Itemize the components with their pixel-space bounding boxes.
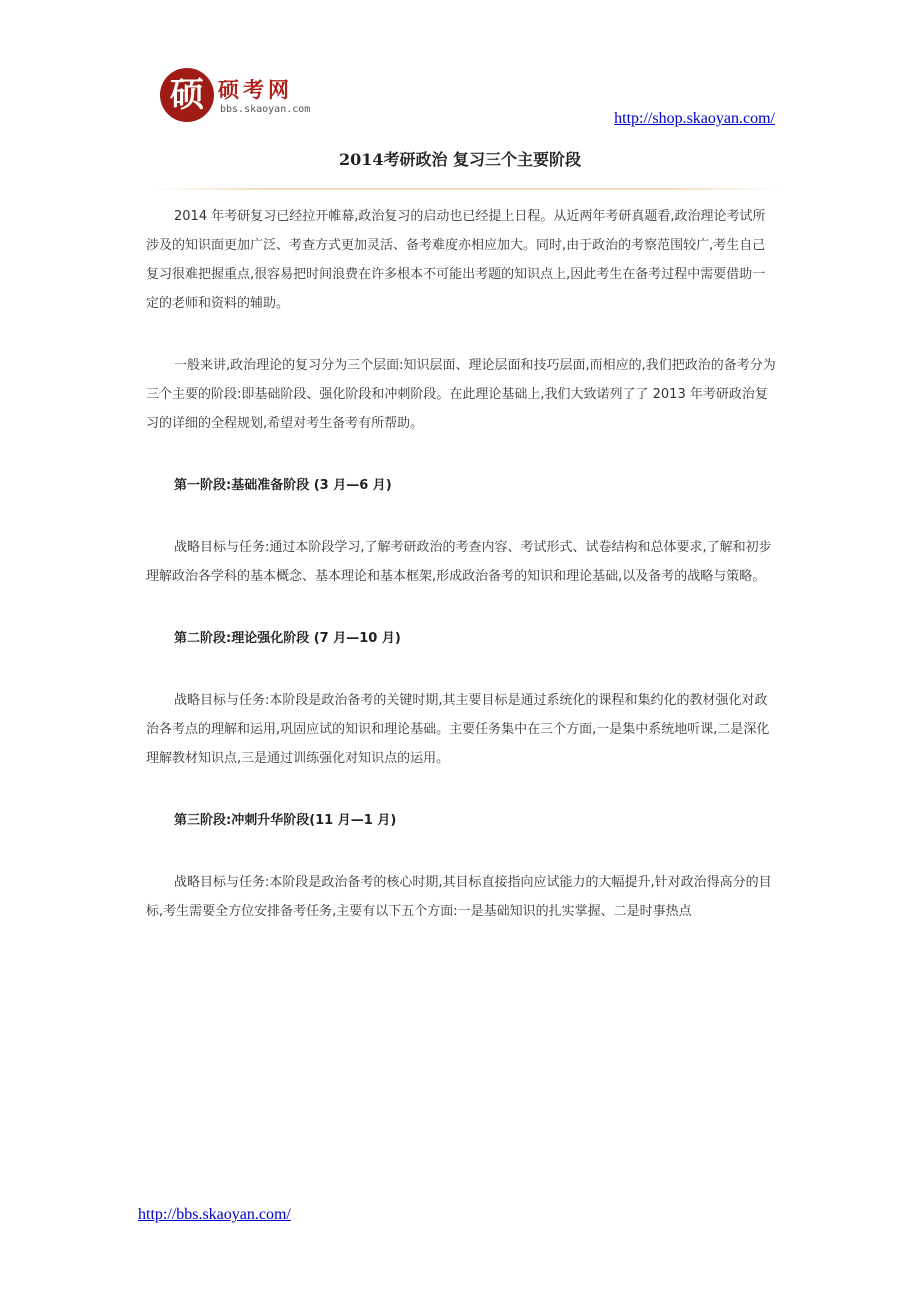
article-body (146, 202, 776, 926)
logo-mark: 硕 (160, 68, 214, 122)
logo-subtitle: bbs.skaoyan.com (220, 104, 311, 115)
paragraph-gap (146, 438, 776, 471)
paragraph-gap (146, 500, 776, 533)
stage1-heading: 第一阶段:基础准备阶段 (3 月—6 月) (174, 478, 392, 493)
logo-name: 硕考网 (218, 78, 293, 102)
stage2-paragraph: 战略目标与任务:本阶段是政治备考的关键时期,其主要目标是通过系统化的课程和集约化的教材强化对政治各考点的理解和运用,巩固应试的知识和理论基础。主要任务集中在三个方面,一是集中系统地听课,二是深化理解教材知识点,三是通过训练强化对知识点的运用。 (146, 693, 770, 766)
paragraph-gap (146, 591, 776, 624)
article-title: 2014考研政治 复习三个主要阶段 (338, 150, 582, 169)
paragraph-gap (146, 318, 776, 351)
paragraph-gap (146, 773, 776, 806)
stage3-heading: 第三阶段:冲刺升华阶段(11 月—1 月) (174, 813, 397, 828)
overview-paragraph: 一般来讲,政治理论的复习分为三个层面:知识层面、理论层面和技巧层面,而相应的,我们把政治的备考分为三个主要的阶段:即基础阶段、强化阶段和冲刺阶段。在此理论基础上,我们大致诺列了了 2013 年考研政治复习的详细的全程规划,希望对考生备考有所帮助。 (146, 358, 776, 431)
stage1-paragraph: 战略目标与任务:通过本阶段学习,了解考研政治的考查内容、考试形式、试卷结构和总体要求,了解和初步理解政治各学科的基本概念、基本理论和基本框架,形成政治备考的知识和理论基础,以及备考的战略与策略。 (146, 540, 772, 584)
shop-link[interactable]: http://shop.skaoyan.com/ (614, 110, 775, 127)
site-logo[interactable] (160, 68, 330, 126)
bbs-link[interactable]: http://bbs.skaoyan.com/ (138, 1206, 291, 1223)
title-divider (150, 188, 782, 190)
paragraph-gap (146, 653, 776, 686)
stage2-heading: 第二阶段:理论强化阶段 (7 月—10 月) (174, 631, 401, 646)
intro-paragraph: 2014 年考研复习已经拉开帷幕,政治复习的启动也已经提上日程。从近两年考研真题看,政治理论考试所涉及的知识面更加广泛、考查方式更加灵活、备考难度亦相应加大。同时,由于政治的考察范围较广,考生自己复习很难把握重点,很容易把时间浪费在许多根本不可能出考题的知识点上,因此考生在备考过程中需要借助一定的老师和资料的辅助。 (146, 209, 766, 311)
paragraph-gap (146, 835, 776, 868)
stage3-paragraph: 战略目标与任务:本阶段是政治备考的核心时期,其目标直接指向应试能力的大幅提升,针对政治得高分的目标,考生需要全方位安排备考任务,主要有以下五个方面:一是基础知识的扎实掌握、二是时事热点 (146, 875, 772, 919)
